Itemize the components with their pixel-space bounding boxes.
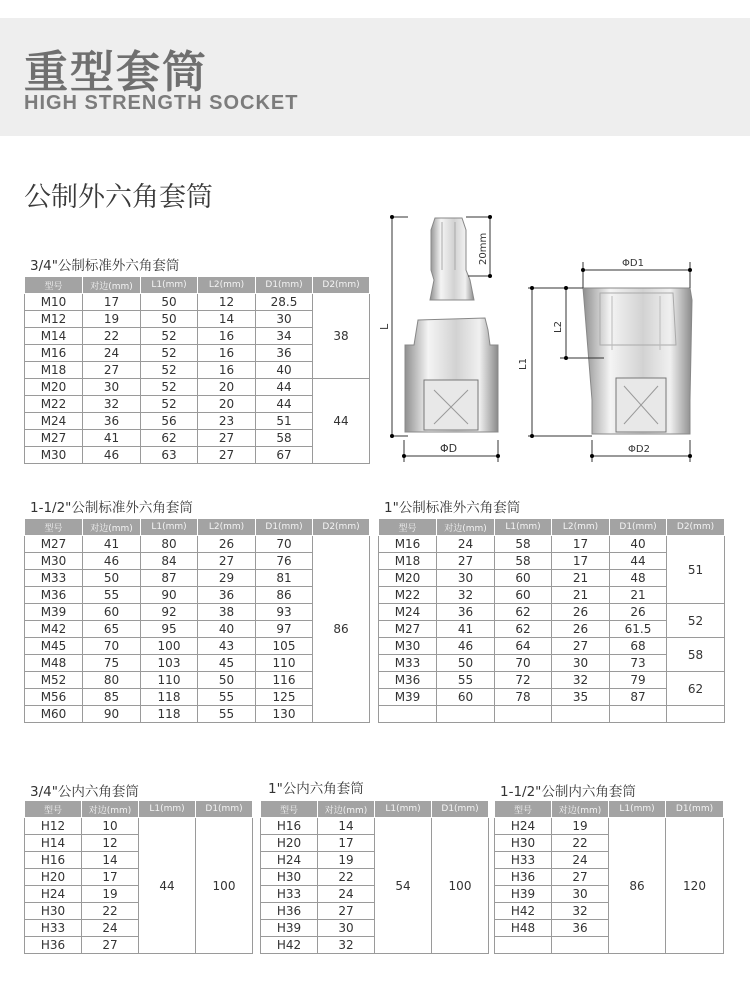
table-cell: 27 [82,937,139,954]
table-cell: 14 [198,311,256,328]
socket-diagram [375,205,705,475]
table-cell: 27 [198,430,256,447]
table-cell: 12 [198,294,256,311]
table6-title: 1-1/2"公制内六角套筒 [500,784,636,800]
table-cell: H24 [495,818,552,835]
table-row [495,818,724,835]
table-cell: H33 [261,886,318,903]
table-cell: H42 [495,903,552,920]
table-cell: 14 [318,818,375,835]
section-title: 公制外六角套筒 [24,182,213,213]
table-cell: 16 [198,362,256,379]
table-cell: H20 [261,835,318,852]
header-banner [0,18,750,136]
table-cell: M16 [25,345,83,362]
table-cell: 87 [141,570,198,587]
table-row [379,672,725,689]
table-cell [495,937,552,954]
dim-label-D: ΦD [440,442,458,455]
table-cell: 62 [495,604,552,621]
table-cell: 44 [256,379,313,396]
column-header: L1(mm) [609,801,666,818]
table-cell: 63 [141,447,198,464]
table-cell: 24 [437,536,495,553]
table-cell: M36 [379,672,437,689]
table-cell: 20 [198,379,256,396]
column-header: 对边(mm) [552,801,609,818]
table-cell: 118 [141,706,198,723]
table-cell: 24 [83,345,141,362]
table-cell: 40 [198,621,256,638]
table-cell: H30 [495,835,552,852]
table-cell: 26 [552,621,610,638]
column-header: 对边(mm) [82,801,139,818]
table5 [260,800,489,954]
table-cell: 58 [495,536,552,553]
table-cell: 30 [83,379,141,396]
table-cell: 32 [437,587,495,604]
table-cell: 12 [82,835,139,852]
table-cell: 23 [198,413,256,430]
table-cell: M48 [25,655,83,672]
table-cell-empty [667,706,725,723]
table-cell: H16 [261,818,318,835]
table-cell: 30 [552,655,610,672]
table-cell: 32 [552,903,609,920]
table-cell: M16 [379,536,437,553]
table-cell: 73 [610,655,667,672]
merged-d2-cell: 52 [667,604,725,638]
table-cell: 36 [83,413,141,430]
table-cell: 55 [437,672,495,689]
table-cell: 27 [318,903,375,920]
column-header: L2(mm) [552,519,610,536]
table-cell: 27 [437,553,495,570]
table-cell: 43 [198,638,256,655]
table-cell: M22 [379,587,437,604]
table-cell: 26 [198,536,256,553]
table-cell: 29 [198,570,256,587]
table-cell: 55 [83,587,141,604]
column-header: L1(mm) [141,277,198,294]
table-cell: M52 [25,672,83,689]
table-cell: 93 [256,604,313,621]
table-cell: 38 [198,604,256,621]
table-cell: 79 [610,672,667,689]
table-cell: 26 [610,604,667,621]
table-cell: 80 [141,536,198,553]
table-cell: 19 [82,886,139,903]
table-cell: 52 [141,328,198,345]
table-cell: 24 [82,920,139,937]
table-cell: 52 [141,396,198,413]
table-cell: 46 [83,447,141,464]
table-cell: 22 [82,903,139,920]
table-cell: 50 [141,294,198,311]
table-cell: 35 [552,689,610,706]
table-cell: 22 [83,328,141,345]
merged-d2-cell: 58 [667,638,725,672]
table-cell: 50 [83,570,141,587]
table-cell: 46 [437,638,495,655]
merged-d2-cell: 38 [313,294,370,379]
table-cell: 87 [610,689,667,706]
column-header: D1(mm) [256,519,313,536]
table-cell: 70 [495,655,552,672]
table-cell: M12 [25,311,83,328]
table5-title: 1"公内六角套筒 [268,781,364,797]
table-cell: 125 [256,689,313,706]
table-cell: 52 [141,379,198,396]
table-cell: 19 [318,852,375,869]
table-cell: H33 [495,852,552,869]
table-cell: 67 [256,447,313,464]
table-cell: 50 [437,655,495,672]
table-cell: H36 [495,869,552,886]
table-cell: 58 [256,430,313,447]
table-cell: 52 [141,362,198,379]
table-cell: 16 [198,345,256,362]
table-cell: 72 [495,672,552,689]
table-cell: H24 [25,886,82,903]
table-cell: 100 [141,638,198,655]
table-cell: M20 [379,570,437,587]
table-cell: 27 [198,553,256,570]
column-header: 型号 [261,801,318,818]
internal-hex-socket-drawing [583,288,692,434]
table-cell [552,937,609,954]
table-cell: 36 [256,345,313,362]
table-row [25,536,370,553]
table-cell: 17 [552,536,610,553]
table-cell: 28.5 [256,294,313,311]
table-cell: 41 [437,621,495,638]
table-cell-empty [610,706,667,723]
column-header: 型号 [25,801,82,818]
title-en: HIGH STRENGTH SOCKET [24,92,299,114]
table-cell: 110 [256,655,313,672]
table-row [25,379,370,396]
table-cell: 65 [83,621,141,638]
table-cell-empty [552,706,610,723]
table-cell: H16 [25,852,82,869]
table2-title: 1-1/2"公制标准外六角套筒 [30,500,193,516]
table-cell: M14 [25,328,83,345]
table-cell: 58 [495,553,552,570]
column-header: L1(mm) [139,801,196,818]
table-cell: 45 [198,655,256,672]
table-row [379,536,725,553]
table-cell: 19 [552,818,609,835]
table-cell: 85 [83,689,141,706]
table-cell: M24 [379,604,437,621]
table-cell: 44 [610,553,667,570]
table-cell: 75 [83,655,141,672]
column-header: 对边(mm) [83,519,141,536]
table-cell: H36 [25,937,82,954]
table-cell: H24 [261,852,318,869]
table-cell: 24 [318,886,375,903]
column-header: 型号 [495,801,552,818]
table-cell: 84 [141,553,198,570]
table-row [379,604,725,621]
table-cell: 30 [318,920,375,937]
table-row [25,294,370,311]
column-header: D1(mm) [432,801,489,818]
merged-d2-cell: 62 [667,672,725,706]
column-header: 对边(mm) [318,801,375,818]
merged-cell: 100 [432,818,489,954]
table-cell: 21 [552,570,610,587]
table-cell: H14 [25,835,82,852]
table-cell: M30 [25,447,83,464]
table-cell: 55 [198,689,256,706]
table-cell: 56 [141,413,198,430]
table-cell: M24 [25,413,83,430]
column-header: 型号 [25,277,83,294]
table2 [24,518,370,723]
table1-title: 3/4"公制标准外六角套筒 [30,258,180,274]
table-row [25,818,253,835]
table-cell: 110 [141,672,198,689]
table-cell: 21 [552,587,610,604]
table-cell: 32 [552,672,610,689]
table-cell: 97 [256,621,313,638]
table-cell: M27 [25,430,83,447]
table-cell: 44 [256,396,313,413]
table-cell: 17 [82,869,139,886]
table-cell: 62 [495,621,552,638]
table-cell-empty [495,706,552,723]
table-cell: 10 [82,818,139,835]
table-cell: 60 [437,689,495,706]
table-cell: 20 [198,396,256,413]
table-cell: 118 [141,689,198,706]
table-cell: 90 [141,587,198,604]
table-cell: 17 [83,294,141,311]
merged-cell: 86 [609,818,666,954]
table-cell: 130 [256,706,313,723]
table-cell: M56 [25,689,83,706]
table-cell: 41 [83,430,141,447]
merged-d2-cell: 44 [313,379,370,464]
table-cell: 34 [256,328,313,345]
table-cell: 55 [198,706,256,723]
table-cell: 52 [141,345,198,362]
column-header: 型号 [379,519,437,536]
table-cell: 68 [610,638,667,655]
table1 [24,276,370,464]
table-cell: 16 [198,328,256,345]
table3-title: 1"公制标准外六角套筒 [384,500,521,516]
table-cell: H30 [25,903,82,920]
column-header: D2(mm) [667,519,725,536]
table-cell: M33 [379,655,437,672]
table-cell: 50 [141,311,198,328]
table-cell: 27 [552,638,610,655]
table-cell: 27 [198,447,256,464]
table-cell: 95 [141,621,198,638]
column-header: L2(mm) [198,519,256,536]
table-cell: 36 [198,587,256,604]
column-header: D1(mm) [196,801,253,818]
table-cell: M39 [25,604,83,621]
table-cell: 70 [256,536,313,553]
dim-label-D1: ΦD1 [622,258,644,269]
table-cell: M39 [379,689,437,706]
table-cell: M18 [25,362,83,379]
table-cell: 30 [552,886,609,903]
column-header: L1(mm) [141,519,198,536]
merged-d2-cell: 51 [667,536,725,604]
table-cell: 70 [83,638,141,655]
table-row-empty [379,706,725,723]
dim-label-L1: L1 [518,358,529,370]
table-cell: 27 [552,869,609,886]
table-cell: 76 [256,553,313,570]
table-cell: M18 [379,553,437,570]
merged-cell: 120 [666,818,724,954]
table-cell: 92 [141,604,198,621]
table-cell: M27 [25,536,83,553]
table-cell: M60 [25,706,83,723]
table-cell: 22 [318,869,375,886]
table-cell-empty [437,706,495,723]
table-cell: 14 [82,852,139,869]
table-cell: H36 [261,903,318,920]
merged-cell: 100 [196,818,253,954]
table-cell: 32 [83,396,141,413]
table-cell: 116 [256,672,313,689]
table-cell: 105 [256,638,313,655]
table-cell: 78 [495,689,552,706]
merged-cell: 54 [375,818,432,954]
column-header: L1(mm) [375,801,432,818]
table-cell: 36 [437,604,495,621]
table-cell: 86 [256,587,313,604]
table-cell-empty [379,706,437,723]
table-cell: 103 [141,655,198,672]
table-cell: 24 [552,852,609,869]
table-cell: 17 [318,835,375,852]
table-cell: M33 [25,570,83,587]
table4-title: 3/4"公内六角套筒 [30,784,139,800]
table-cell: 21 [610,587,667,604]
table-cell: 40 [610,536,667,553]
column-header: D1(mm) [610,519,667,536]
table-cell: 30 [437,570,495,587]
table-cell: 27 [83,362,141,379]
table-row [379,638,725,655]
table-cell: 17 [552,553,610,570]
table-cell: H42 [261,937,318,954]
table-cell: M36 [25,587,83,604]
table-cell: 51 [256,413,313,430]
column-header: L2(mm) [198,277,256,294]
table-cell: 60 [495,587,552,604]
table-cell: M22 [25,396,83,413]
table-cell: 61.5 [610,621,667,638]
table-cell: 48 [610,570,667,587]
table-cell: H39 [261,920,318,937]
table-cell: 80 [83,672,141,689]
column-header: D1(mm) [666,801,724,818]
merged-d2-cell: 86 [313,536,370,723]
table-cell: 26 [552,604,610,621]
table-cell: M20 [25,379,83,396]
column-header: 对边(mm) [437,519,495,536]
column-header: 对边(mm) [83,277,141,294]
table-cell: H48 [495,920,552,937]
table-cell: M30 [379,638,437,655]
table-cell: 64 [495,638,552,655]
table-cell: H20 [25,869,82,886]
merged-cell: 44 [139,818,196,954]
table-cell: M45 [25,638,83,655]
dim-label-20mm: 20mm [478,232,489,265]
table-cell: 60 [83,604,141,621]
table-cell: 32 [318,937,375,954]
table6 [494,800,724,954]
table-cell: M30 [25,553,83,570]
column-header: D2(mm) [313,277,370,294]
table-cell: 60 [495,570,552,587]
dim-label-L: L [378,323,391,330]
table-cell: H30 [261,869,318,886]
dim-label-L2: L2 [553,321,564,333]
table-cell: M10 [25,294,83,311]
table-cell: M42 [25,621,83,638]
table-cell: 41 [83,536,141,553]
table-cell: M27 [379,621,437,638]
table-cell: 46 [83,553,141,570]
table-cell: H33 [25,920,82,937]
table-cell: 81 [256,570,313,587]
column-header: 型号 [25,519,83,536]
table-cell: 22 [552,835,609,852]
table-cell: 30 [256,311,313,328]
table-cell: 90 [83,706,141,723]
title-cn: 重型套筒 [24,47,208,98]
table-cell: 36 [552,920,609,937]
table-cell: 62 [141,430,198,447]
table3 [378,518,725,723]
column-header: D2(mm) [313,519,370,536]
table-cell: H12 [25,818,82,835]
table-cell: H39 [495,886,552,903]
table-cell: 50 [198,672,256,689]
column-header: D1(mm) [256,277,313,294]
table4 [24,800,253,954]
table-cell: 40 [256,362,313,379]
table-row [261,818,489,835]
column-header: L1(mm) [495,519,552,536]
dim-label-D2: ΦD2 [628,444,650,455]
table-cell: 19 [83,311,141,328]
